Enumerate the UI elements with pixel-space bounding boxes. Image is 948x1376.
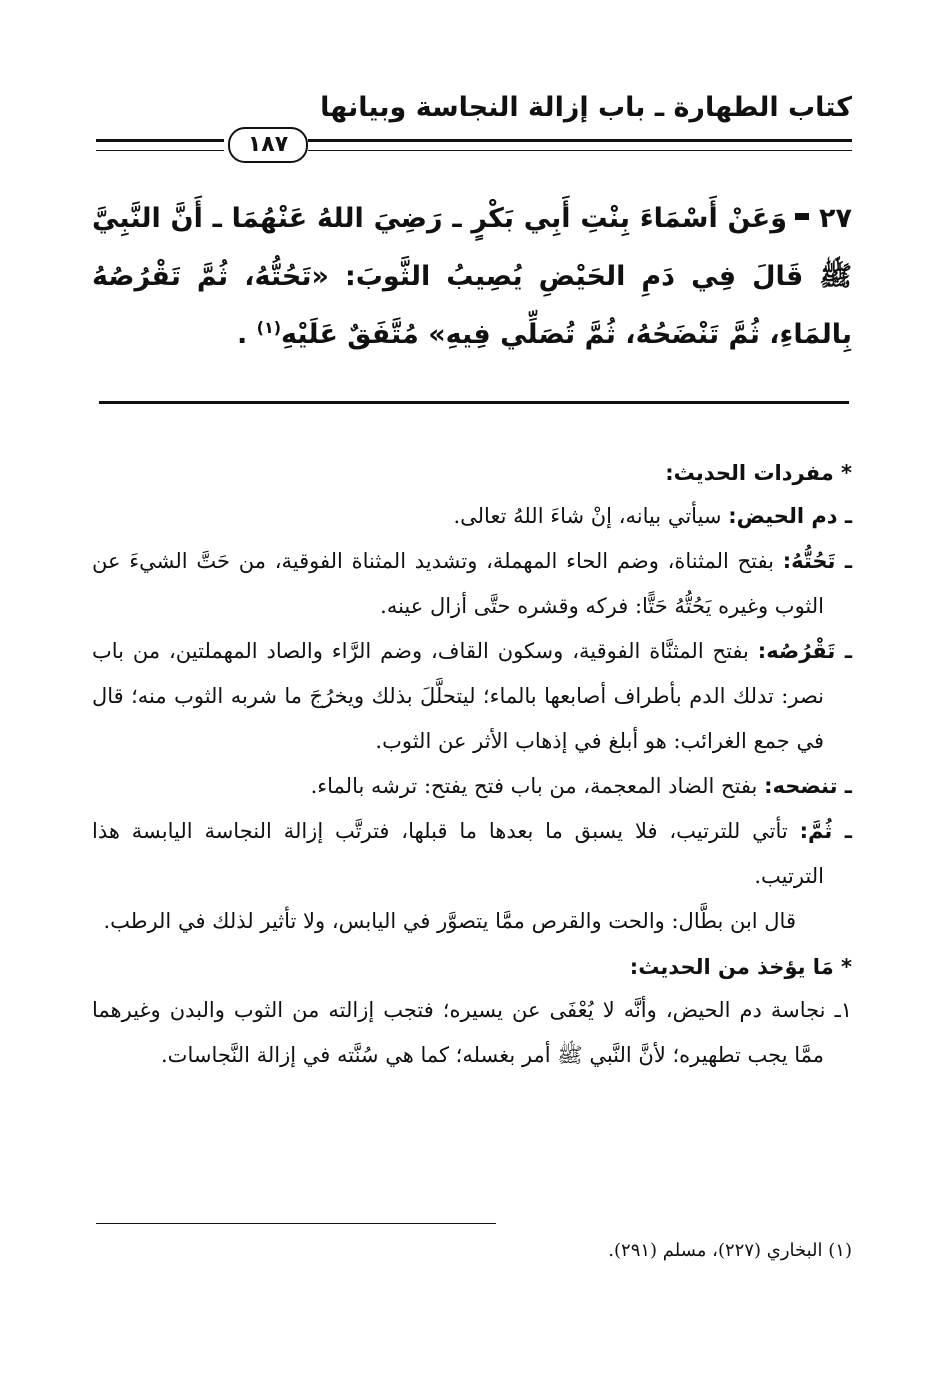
hadith-number: ٢٧ — [819, 203, 852, 234]
footnote: (١) البخاري (٢٢٧)، مسلم (٢٩١). — [608, 1240, 852, 1261]
commentary — [92, 452, 852, 1078]
vocab-term: ـ ثُمَّ: — [799, 819, 852, 843]
vocab-term: ـ دم الحيض: — [728, 504, 852, 528]
vocab-entry — [92, 629, 852, 764]
vocab-term: ـ تنضحه: — [764, 774, 852, 798]
vocab-term: ـ تَقْرُصُه: — [757, 639, 852, 663]
lesson-text: نجاسة دم الحيض، وأنَّه لا يُعْفَى عن يسيره؛ فتجب إزالته من الثوب والبدن وغيرهما ممَّا يجب تطهيره؛ لأنَّ النَّبي ﷺ أمر بغسله؛ كما هي سُنَّته في إزالة النَّجاسات. — [92, 998, 835, 1067]
lesson-number: ١ـ — [834, 998, 852, 1022]
vocab-entry — [92, 764, 852, 809]
ibn-battal-quote: قال ابن بطَّال: والحت والقرص ممَّا يتصوَّر في اليابس، ولا تأثير لذلك في الرطب. — [103, 909, 796, 933]
hadith-text-block — [92, 190, 852, 364]
footnote-reference: (١) — [256, 318, 282, 337]
vocab-definition: تأتي للترتيب، فلا يسبق ما بعدها ما قبلها، فترتَّب إزالة النجاسة اليابسة هذا الترتيب. — [92, 819, 824, 888]
hadith-body: وَعَنْ أَسْمَاءَ بِنْتِ أَبِي بَكْرٍ ـ رَضِيَ اللهُ عَنْهُمَا ـ أَنَّ النَّبِيَّ ﷺ قَالَ فِي دَمِ الحَيْضِ يُصِيبُ الثَّوبَ: «تَحُتُّهُ، ثُمَّ تَقْرُصُهُ بِالمَاءِ، ثُمَّ تَنْضَحُهُ، ثُمَّ تُصَلِّي فِيهِ» مُتَّفَقٌ عَلَيْهِ — [92, 203, 852, 350]
vocab-entry — [92, 494, 852, 539]
lessons-heading: * مَا يؤخذ من الحديث: — [629, 955, 852, 979]
hadith-dash-mark — [795, 213, 809, 220]
header-rule-right — [308, 139, 852, 151]
vocab-definition: بفتح المثناة، وضم الحاء المهملة، وتشديد المثناة الفوقية، من حَتَّ الشيءَ عن الثوب وغيره يَحُتُّهُ حَتًّا: فركه وقشره حتَّى أزال عينه. — [92, 549, 824, 618]
lesson-item — [92, 988, 852, 1078]
footnote-rule — [96, 1223, 496, 1224]
page-number: ١٨٧ — [228, 127, 308, 163]
vocab-definition: بفتح الضاد المعجمة، من باب فتح يفتح: ترشه بالماء. — [310, 774, 765, 798]
section-divider — [99, 401, 849, 404]
vocab-entry — [92, 809, 852, 899]
hadith-end-mark: . — [236, 319, 257, 350]
vocab-heading: * مفردات الحديث: — [665, 461, 852, 485]
running-header-title: كتاب الطهارة ـ باب إزالة النجاسة وبيانها — [320, 92, 852, 123]
vocab-definition: سيأتي بيانه، إنْ شاءَ اللهُ تعالى. — [453, 504, 729, 528]
vocab-entry — [92, 539, 852, 629]
header-rule-left — [96, 139, 224, 151]
vocab-term: ـ تَحُتُّهُ: — [782, 549, 852, 573]
vocab-definition: بفتح المثنَّاة الفوقية، وسكون القاف، وضم الرَّاء والصاد المهملتين، من باب نصر: تدلك الدم بأطراف أصابعها بالماء؛ ليتحلَّلَ بذلك ويخرُجَ ما شربه الثوب منه؛ قال في جمع الغرائب: هو أبلغ في إذهاب الأثر عن الثوب. — [92, 639, 824, 753]
